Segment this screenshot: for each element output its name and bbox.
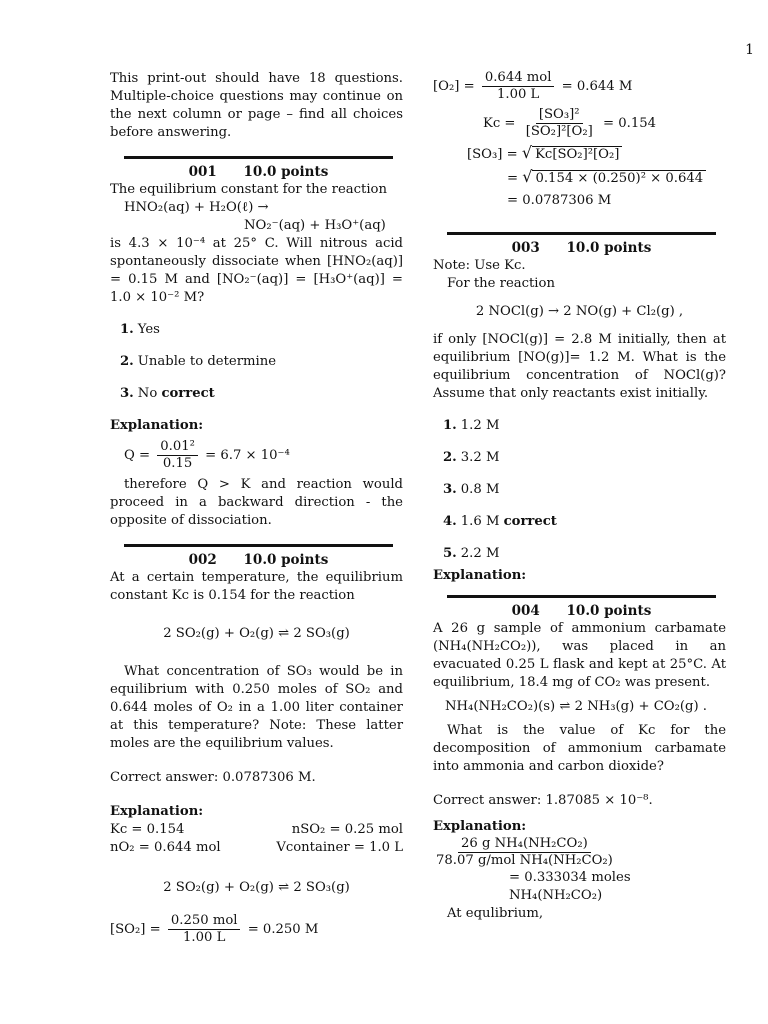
q002-reaction: 2 SO₂(g) + O₂(g) ⇌ 2 SO₃(g) — [163, 626, 350, 641]
question-points: 10.0 points — [243, 164, 329, 180]
q002-givens-row1: Kc = 0.154 nSO₂ = 0.25 mol — [110, 822, 403, 837]
q002-body: What concentration of SO₃ would be in equilibrium with 0.250 moles of SO₂ and 0.644 moles of O₂ in a 1.00 liter container at this temperature? Note: These latter moles are the equilibrium values. — [110, 664, 403, 751]
q004-reaction: NH₄(NH₂CO₂)(s) ⇌ 2 NH₃(g) + CO₂(g) . — [445, 699, 707, 714]
question-number: 004 — [511, 603, 540, 619]
q004-explanation-title: Explanation: — [433, 819, 527, 834]
page-number: 1 — [745, 42, 754, 58]
q003-body: if only [NOCl(g)] = 2.8 M initially, then at equilibrium [NO(g)]= 1.2 M. What is the equilibrium concentration of NOCl(g)? Assume that only reactants exist initially. — [433, 332, 726, 401]
question-number: 003 — [511, 240, 540, 256]
q003-reaction: 2 NOCl(g) → 2 NO(g) + Cl₂(g) , — [475, 304, 684, 319]
q003-choice-2[interactable]: 2. 3.2 M — [443, 450, 500, 465]
q002-prompt: At a certain temperature, the equilibrium constant Kc is 0.154 for the reaction — [110, 570, 403, 603]
question-header-003 — [447, 232, 716, 257]
q002-reaction-2: 2 SO₂(g) + O₂(g) ⇌ 2 SO₃(g) — [163, 880, 350, 895]
q001-choice-1[interactable]: 1. Yes — [120, 322, 160, 337]
question-header-004 — [447, 595, 716, 620]
q002-answer: Correct answer: 0.0787306 M. — [110, 770, 316, 785]
q004-body: A 26 g sample of ammonium carbamate (NH₄(NH₂CO₂)), was placed in an evacuated 0.25 L flask and kept at 25°C. At equilibrium, 18.4 mg of CO₂ was present. — [433, 621, 726, 690]
intro-text: This print-out should have 18 questions. Multiple-choice questions may continue on the next column or page – find all choices before answering. — [110, 71, 403, 140]
q003-choice-3[interactable]: 3. 0.8 M — [443, 482, 500, 497]
q001-reaction-line1: HNO₂(aq) + H₂O(ℓ) → — [124, 200, 269, 215]
q004-calc-fraction: $\frac{\text{26 g NH₄(NH₂CO₂)}}{\text{78.07 g/mol NH₄(NH₂CO₂)}}$ — [436, 836, 613, 868]
q001-explanation-title: Explanation: — [110, 418, 204, 433]
question-points: 10.0 points — [566, 240, 652, 256]
left-column — [110, 70, 403, 950]
q002-so3-result: = 0.0787306 M — [507, 193, 612, 208]
q002-kc-equation: Kc = $\frac{\text{[SO₃]²}}{\text{[SO₂]²[O₂]}}$ = 0.154 — [483, 107, 656, 139]
q002-explanation-title: Explanation: — [110, 804, 204, 819]
q001-explanation-text: therefore Q > K and reaction would proceed in a backward direction - the opposite of dissociation. — [110, 477, 403, 528]
question-points: 10.0 points — [566, 603, 652, 619]
question-number: 001 — [188, 164, 217, 180]
q004-question: What is the value of Kc for the decomposition of ammonium carbamate into ammonia and carbon dioxide? — [433, 723, 726, 774]
q001-body: is 4.3 × 10⁻⁴ at 25° C. Will nitrous acid spontaneously dissociate when [HNO₂(aq)] = 0.15 M and [NO₂⁻(aq)] = [H₃O⁺(aq)] = 1.0 × 10⁻² M? — [110, 236, 403, 305]
q001-choice-2[interactable]: 2. Unable to determine — [120, 354, 277, 369]
question-header-002 — [124, 544, 393, 569]
q002-o2-equation: [O₂] = $\frac{\text{0.644 mol}}{1.00 L}$ = 0.644 M — [433, 70, 633, 102]
q001-q-equation: Q = $\frac{\text{0.01²}}{0.15}$ = 6.7 × 10⁻⁴ — [124, 439, 290, 471]
q004-tail: At equlibrium, — [447, 906, 544, 921]
q002-so3-substitution: = √ 0.154 × (0.250)² × 0.644 — [433, 168, 726, 188]
q001-reaction-line2: NO₂⁻(aq) + H₃O⁺(aq) — [244, 218, 386, 233]
q001-prompt: The equilibrium constant for the reaction — [110, 182, 387, 197]
q004-answer: Correct answer: 1.87085 × 10⁻⁸. — [433, 793, 653, 808]
q003-choice-5[interactable]: 5. 2.2 M — [443, 546, 500, 561]
q003-prompt: For the reaction — [447, 276, 555, 291]
question-number: 002 — [188, 552, 217, 568]
q002-givens-row2: nO₂ = 0.644 mol Vcontainer = 1.0 L — [110, 840, 403, 855]
q003-choice-1[interactable]: 1. 1.2 M — [443, 418, 500, 433]
q003-choice-4[interactable]: 4. 1.6 M correct — [443, 514, 557, 529]
question-points: 10.0 points — [243, 552, 329, 568]
q002-so3-equation: [SO₃] = √ Kc[SO₂]²[O₂] — [433, 144, 726, 164]
q002-so2-equation: [SO₂] = $\frac{\text{0.250 mol}}{1.00 L}$ = 0.250 M — [110, 913, 319, 945]
q003-note: Note: Use Kc. — [433, 258, 526, 273]
right-column — [433, 70, 726, 923]
question-header-001 — [124, 156, 393, 181]
q004-calc-result: = 0.333034 moles NH₄(NH₂CO₂) — [509, 870, 631, 903]
q003-explanation-title: Explanation: — [433, 568, 527, 583]
q001-choice-3[interactable]: 3. No correct — [120, 386, 215, 401]
